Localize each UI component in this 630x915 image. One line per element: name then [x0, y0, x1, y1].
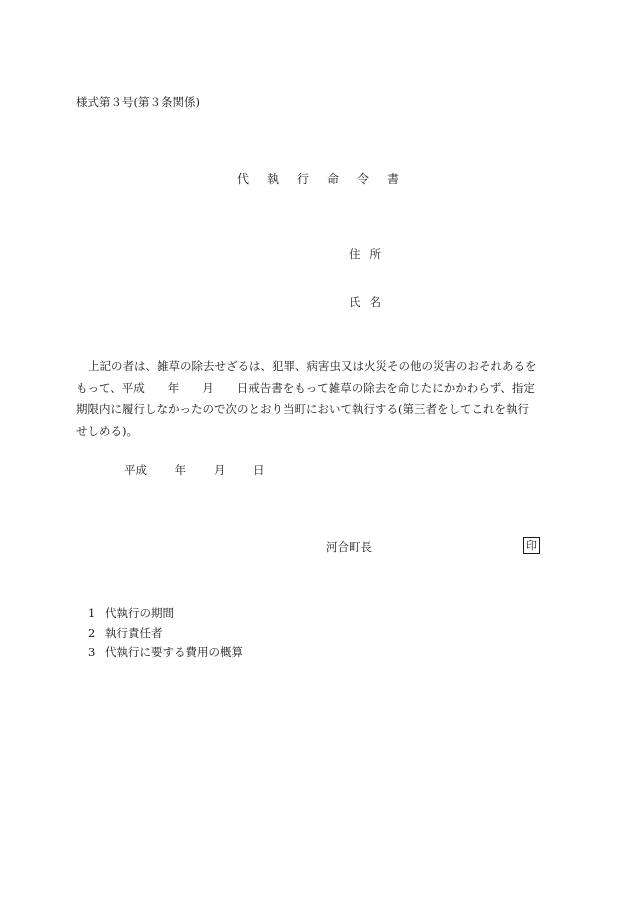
- date-era: 平成: [124, 463, 147, 477]
- list-item: [88, 624, 243, 644]
- body-line: 上記の者は、雑草の除去せざるは、犯罪、病害虫又は火災その他の災害のおそれあるを: [88, 359, 537, 373]
- list-item: [88, 643, 243, 663]
- body-line: もって、平成 年 月 日戒告書をもって雑草の除去を命じたにかかわらず、指定: [76, 380, 535, 395]
- item-number: 2: [88, 625, 96, 640]
- item-label: 代執行に要する費用の概算: [105, 645, 243, 659]
- form-number: 様式第３号(第３条関係): [76, 95, 200, 109]
- document-title: 代執行命令書: [237, 172, 418, 186]
- date-line: [124, 462, 264, 478]
- address-label: 住所: [349, 247, 390, 261]
- item-list: [88, 604, 243, 663]
- item-number: 3: [88, 645, 96, 659]
- item-number: 1: [88, 606, 96, 620]
- seal-mark: 印: [523, 537, 540, 554]
- body-line: 期限内に履行しなかったので次のとおり当町において執行する(第三者をしてこれを執行: [76, 402, 529, 416]
- body-paragraph: [76, 356, 552, 442]
- date-year-label: 年: [174, 463, 187, 477]
- date-day-label: 日: [252, 463, 265, 477]
- body-line: せしめる)。: [76, 423, 138, 438]
- item-label: 執行責任者: [105, 625, 163, 640]
- list-item: [88, 604, 243, 624]
- item-label: 代執行の期間: [105, 606, 174, 620]
- date-month-label: 月: [213, 463, 226, 477]
- name-label: 氏名: [349, 295, 390, 309]
- issuer-title: 河合町長: [326, 540, 372, 554]
